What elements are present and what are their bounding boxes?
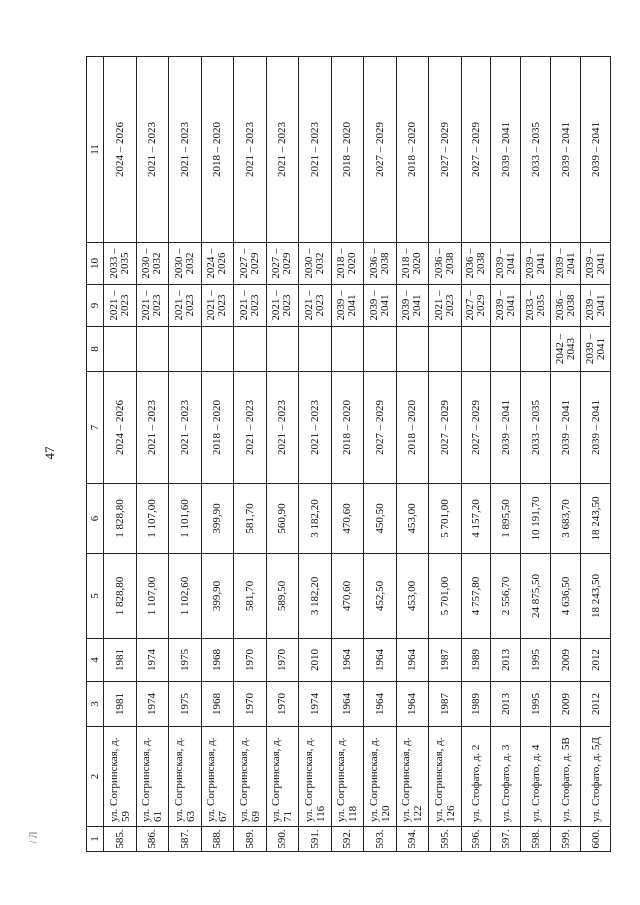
cell-area: 581,70 — [234, 554, 267, 639]
period-value: 2039 – 2041 — [493, 248, 517, 279]
cell-area2: 470,60 — [331, 484, 364, 554]
period-value: 2021 – 2023 — [237, 290, 261, 321]
cell-p10 — [104, 243, 137, 285]
table-row — [299, 57, 332, 852]
period-value: 2039 – 2041 — [583, 333, 607, 365]
cell-area2: 1 895,50 — [491, 484, 521, 554]
cell-addr: ул. Согринская, д. 61 — [136, 727, 169, 827]
cell-addr: ул. Согринская, д. 116 — [299, 727, 332, 827]
period-value: 2033 – 2035 — [107, 248, 131, 279]
table-row — [136, 57, 169, 852]
period-value: 2021 – 2023 — [270, 290, 294, 321]
period-value: 2036 – 2038 — [432, 248, 456, 279]
table-row — [491, 57, 521, 852]
cell-p10 — [521, 243, 551, 285]
cell-p11: 2039 – 2041 — [551, 57, 581, 243]
period-value: 2039 – 2041 — [400, 290, 424, 321]
cell-y1: 1974 — [299, 682, 332, 727]
table-row — [521, 57, 551, 852]
cell-no: 586. — [136, 827, 169, 852]
table-row — [169, 57, 202, 852]
cell-area: 24 875,50 — [521, 554, 551, 639]
cell-y2: 2009 — [551, 639, 581, 682]
cell-p7: 2021 – 2023 — [299, 372, 332, 484]
table-row — [429, 57, 462, 852]
period-value: 2036 – 2038 — [553, 290, 577, 321]
cell-p9 — [234, 285, 267, 327]
column-header-7: 7 — [87, 372, 104, 484]
cell-p10 — [364, 243, 397, 285]
cell-p11: 2021 – 2023 — [266, 57, 299, 243]
cell-p9 — [266, 285, 299, 327]
cell-p11: 2027 – 2029 — [429, 57, 462, 243]
cell-area2: 1 107,00 — [136, 484, 169, 554]
cell-y2: 2010 — [299, 639, 332, 682]
cell-y1: 2012 — [581, 682, 611, 727]
cell-no: 594. — [396, 827, 429, 852]
cell-y2: 1989 — [461, 639, 491, 682]
cell-y2: 1964 — [331, 639, 364, 682]
cell-p9 — [331, 285, 364, 327]
cell-y2: 1995 — [521, 639, 551, 682]
cell-area2: 560,90 — [266, 484, 299, 554]
cell-area: 3 182,20 — [299, 554, 332, 639]
cell-y1: 1987 — [429, 682, 462, 727]
cell-area2: 1 828,80 — [104, 484, 137, 554]
cell-p9 — [521, 285, 551, 327]
cell-area2: 18 243,50 — [581, 484, 611, 554]
table-row — [581, 57, 611, 852]
cell-p11: 2018 – 2020 — [331, 57, 364, 243]
cell-p10 — [266, 243, 299, 285]
table-body — [104, 57, 611, 852]
cell-p7: 2021 – 2023 — [169, 372, 202, 484]
period-value: 2021 – 2023 — [140, 290, 164, 321]
cell-area2: 3 182,20 — [299, 484, 332, 554]
cell-addr: ул. Стофато, д. 5В — [551, 727, 581, 827]
cell-p8 — [266, 327, 299, 372]
cell-p11: 2024 – 2026 — [104, 57, 137, 243]
cell-y2: 1987 — [429, 639, 462, 682]
cell-area2: 581,70 — [234, 484, 267, 554]
column-header-10: 10 — [87, 243, 104, 285]
cell-y2: 1964 — [364, 639, 397, 682]
cell-area2: 1 101,60 — [169, 484, 202, 554]
cell-p7: 2021 – 2023 — [266, 372, 299, 484]
cell-addr: ул. Согринская, д. 120 — [364, 727, 397, 827]
cell-p10 — [429, 243, 462, 285]
cell-y2: 1970 — [234, 639, 267, 682]
cell-p9 — [136, 285, 169, 327]
column-header-1: 1 — [87, 827, 104, 852]
cell-area: 470,60 — [331, 554, 364, 639]
cell-p8 — [396, 327, 429, 372]
table-row — [104, 57, 137, 852]
cell-area: 4 636,50 — [551, 554, 581, 639]
cell-p8 — [104, 327, 137, 372]
period-value: 2039 – 2041 — [493, 290, 517, 321]
cell-p7: 2027 – 2029 — [461, 372, 491, 484]
cell-p9 — [104, 285, 137, 327]
cell-p8 — [234, 327, 267, 372]
cell-y1: 1970 — [234, 682, 267, 727]
cell-y1: 1974 — [136, 682, 169, 727]
period-value: 2021 – 2023 — [107, 290, 131, 321]
cell-p11: 2021 – 2023 — [234, 57, 267, 243]
cell-p7: 2039 – 2041 — [551, 372, 581, 484]
column-header-5: 5 — [87, 554, 104, 639]
cell-p8 — [491, 327, 521, 372]
period-value: 2027 – 2029 — [463, 290, 487, 321]
cell-area2: 453,00 — [396, 484, 429, 554]
cell-p7: 2033 – 2035 — [521, 372, 551, 484]
cell-p10 — [234, 243, 267, 285]
cell-y1: 2013 — [491, 682, 521, 727]
cell-p9 — [299, 285, 332, 327]
cell-p11: 2033 – 2035 — [521, 57, 551, 243]
table-row — [461, 57, 491, 852]
cell-p11: 2018 – 2020 — [396, 57, 429, 243]
housing-repair-schedule-table — [86, 56, 611, 852]
column-header-9: 9 — [87, 285, 104, 327]
header-row — [87, 57, 104, 852]
cell-p10 — [581, 243, 611, 285]
period-value: 2021 – 2023 — [205, 290, 229, 321]
cell-no: 587. — [169, 827, 202, 852]
cell-p9 — [396, 285, 429, 327]
period-value: 2039 – 2041 — [583, 290, 607, 321]
cell-addr: ул. Согринская, д. 63 — [169, 727, 202, 827]
cell-no: 596. — [461, 827, 491, 852]
cell-p11: 2039 – 2041 — [581, 57, 611, 243]
cell-y1: 1964 — [364, 682, 397, 727]
cell-addr: ул. Согринская, д. 69 — [234, 727, 267, 827]
period-value: 2036 – 2038 — [463, 248, 487, 279]
cell-y1: 1968 — [201, 682, 234, 727]
cell-y2: 1968 — [201, 639, 234, 682]
table-row — [331, 57, 364, 852]
cell-p7: 2021 – 2023 — [234, 372, 267, 484]
cell-area2: 399,90 — [201, 484, 234, 554]
period-value: 2033 – 2035 — [523, 290, 547, 321]
cell-p9 — [169, 285, 202, 327]
cell-area: 589,50 — [266, 554, 299, 639]
cell-y2: 1974 — [136, 639, 169, 682]
cell-area: 4 757,80 — [461, 554, 491, 639]
cell-p7: 2024 – 2026 — [104, 372, 137, 484]
cell-p8 — [331, 327, 364, 372]
cell-p8 — [136, 327, 169, 372]
cell-no: 595. — [429, 827, 462, 852]
period-value: 2030 – 2032 — [140, 248, 164, 279]
cell-p8 — [581, 327, 611, 372]
cell-p8 — [364, 327, 397, 372]
cell-area: 5 701,00 — [429, 554, 462, 639]
cell-no: 592. — [331, 827, 364, 852]
cell-p11: 2021 – 2023 — [136, 57, 169, 243]
cell-p7: 2027 – 2029 — [364, 372, 397, 484]
cell-p8 — [461, 327, 491, 372]
period-value: 2021 – 2023 — [302, 290, 326, 321]
cell-p9 — [429, 285, 462, 327]
period-value: 2027 – 2029 — [270, 248, 294, 279]
period-value: 2030 – 2032 — [302, 248, 326, 279]
cell-addr: ул. Согринская, д. 126 — [429, 727, 462, 827]
cell-addr: ул. Согринская, д. 59 — [104, 727, 137, 827]
cell-y2: 1981 — [104, 639, 137, 682]
cell-p11: 2027 – 2029 — [461, 57, 491, 243]
cell-p10 — [201, 243, 234, 285]
cell-no: 588. — [201, 827, 234, 852]
period-value: 2021 – 2023 — [172, 290, 196, 321]
period-value: 2024 – 2026 — [205, 248, 229, 279]
cell-no: 599. — [551, 827, 581, 852]
cell-p8 — [169, 327, 202, 372]
cell-p7: 2021 – 2023 — [136, 372, 169, 484]
cell-area2: 5 701,00 — [429, 484, 462, 554]
cell-y2: 1975 — [169, 639, 202, 682]
cell-y1: 1995 — [521, 682, 551, 727]
cell-p9 — [461, 285, 491, 327]
cell-y1: 1964 — [331, 682, 364, 727]
period-value: 2018 – 2020 — [335, 248, 359, 279]
cell-p9 — [551, 285, 581, 327]
cell-addr: ул. Согринская, д. 118 — [331, 727, 364, 827]
cell-p11: 2018 – 2020 — [201, 57, 234, 243]
cell-addr: ул. Стофато, д. 2 — [461, 727, 491, 827]
cell-area2: 4 157,20 — [461, 484, 491, 554]
cell-p9 — [364, 285, 397, 327]
cell-area: 399,90 — [201, 554, 234, 639]
cell-p7: 2018 – 2020 — [331, 372, 364, 484]
cell-p8 — [551, 327, 581, 372]
period-value: 2039 – 2041 — [335, 290, 359, 321]
period-value: 2027 – 2029 — [237, 248, 261, 279]
cell-y1: 1964 — [396, 682, 429, 727]
cell-y2: 2013 — [491, 639, 521, 682]
period-value: 2042 – 2043 — [553, 333, 577, 365]
page-number: 47 — [42, 446, 57, 460]
cell-p9 — [581, 285, 611, 327]
column-header-3: 3 — [87, 682, 104, 727]
cell-area: 1 107,00 — [136, 554, 169, 639]
column-header-8: 8 — [87, 327, 104, 372]
cell-no: 598. — [521, 827, 551, 852]
column-header-2: 2 — [87, 727, 104, 827]
column-header-11: 11 — [87, 57, 104, 243]
cell-p10 — [491, 243, 521, 285]
cell-addr: ул. Согринская, д. 71 — [266, 727, 299, 827]
cell-addr: ул. Стофато, д. 5Д — [581, 727, 611, 827]
cell-p10 — [396, 243, 429, 285]
cell-area: 18 243,50 — [581, 554, 611, 639]
column-header-4: 4 — [87, 639, 104, 682]
cell-y1: 1970 — [266, 682, 299, 727]
cell-p8 — [201, 327, 234, 372]
cell-y1: 1989 — [461, 682, 491, 727]
period-value: 2039 – 2041 — [523, 248, 547, 279]
period-value: 2039 – 2041 — [553, 248, 577, 279]
cell-no: 597. — [491, 827, 521, 852]
cell-area2: 10 191,70 — [521, 484, 551, 554]
table-row — [201, 57, 234, 852]
cell-p11: 2039 – 2041 — [491, 57, 521, 243]
cell-area2: 3 683,70 — [551, 484, 581, 554]
table-row — [396, 57, 429, 852]
cell-p9 — [491, 285, 521, 327]
cell-p10 — [461, 243, 491, 285]
cell-area: 1 828,80 — [104, 554, 137, 639]
cell-p7: 2018 – 2020 — [396, 372, 429, 484]
cell-y1: 2009 — [551, 682, 581, 727]
cell-no: 585. — [104, 827, 137, 852]
cell-p7: 2018 – 2020 — [201, 372, 234, 484]
cell-area: 452,50 — [364, 554, 397, 639]
cell-y2: 2012 — [581, 639, 611, 682]
corner-mark: / Л — [28, 831, 40, 844]
cell-addr: ул. Согринская, д. 122 — [396, 727, 429, 827]
cell-p8 — [429, 327, 462, 372]
table-row — [266, 57, 299, 852]
period-value: 2021 – 2023 — [432, 290, 456, 321]
rotated-table-container — [86, 57, 611, 852]
cell-addr: ул. Стофато, д. 4 — [521, 727, 551, 827]
cell-p9 — [201, 285, 234, 327]
cell-area2: 450,50 — [364, 484, 397, 554]
cell-p7: 2039 – 2041 — [491, 372, 521, 484]
cell-area: 2 556,70 — [491, 554, 521, 639]
cell-p10 — [331, 243, 364, 285]
table-row — [364, 57, 397, 852]
cell-addr: ул. Согринская, д. 67 — [201, 727, 234, 827]
period-value: 2039 – 2041 — [583, 248, 607, 279]
cell-no: 591. — [299, 827, 332, 852]
cell-y1: 1975 — [169, 682, 202, 727]
cell-y1: 1981 — [104, 682, 137, 727]
table-row — [551, 57, 581, 852]
period-value: 2030 – 2032 — [172, 248, 196, 279]
cell-no: 590. — [266, 827, 299, 852]
cell-p10 — [551, 243, 581, 285]
cell-addr: ул. Стофато, д. 3 — [491, 727, 521, 827]
cell-no: 600. — [581, 827, 611, 852]
cell-area: 1 102,60 — [169, 554, 202, 639]
cell-p8 — [299, 327, 332, 372]
cell-p8 — [521, 327, 551, 372]
cell-p10 — [169, 243, 202, 285]
table-row — [234, 57, 267, 852]
cell-p10 — [136, 243, 169, 285]
cell-p10 — [299, 243, 332, 285]
cell-no: 589. — [234, 827, 267, 852]
cell-y2: 1970 — [266, 639, 299, 682]
cell-p11: 2021 – 2023 — [299, 57, 332, 243]
cell-y2: 1964 — [396, 639, 429, 682]
cell-p7: 2039 – 2041 — [581, 372, 611, 484]
period-value: 2018 – 2020 — [400, 248, 424, 279]
cell-p11: 2021 – 2023 — [169, 57, 202, 243]
cell-p7: 2027 – 2029 — [429, 372, 462, 484]
period-value: 2039 – 2041 — [367, 290, 391, 321]
column-header-6: 6 — [87, 484, 104, 554]
cell-area: 453,00 — [396, 554, 429, 639]
cell-p11: 2027 – 2029 — [364, 57, 397, 243]
period-value: 2036 – 2038 — [367, 248, 391, 279]
cell-no: 593. — [364, 827, 397, 852]
